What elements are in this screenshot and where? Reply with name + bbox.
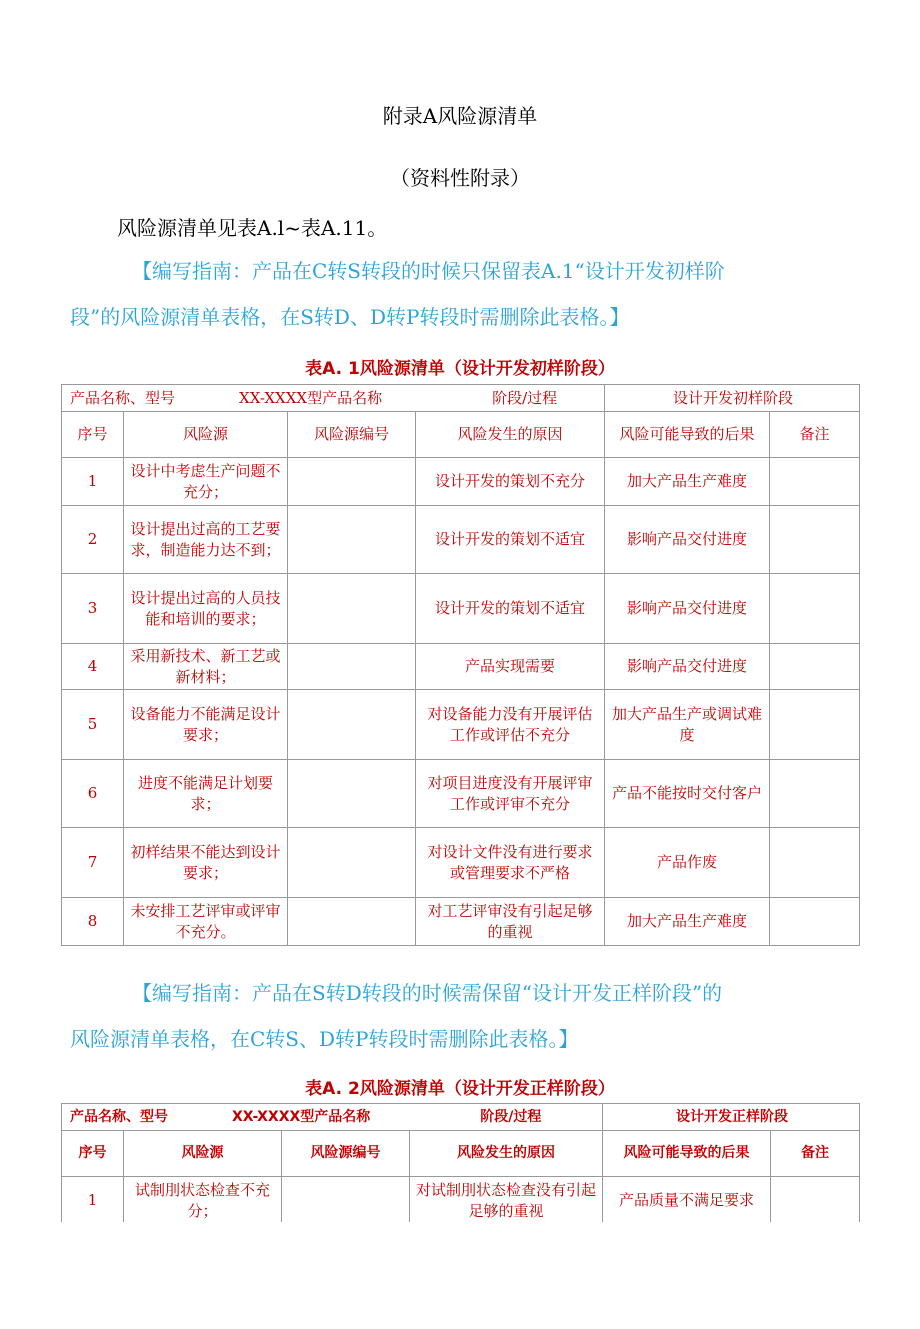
table-row xyxy=(62,898,860,946)
cell-code xyxy=(282,1177,410,1225)
cell-remark xyxy=(770,574,860,644)
writing-guide-1 xyxy=(70,248,860,340)
cell-consequence: 影响产品交付进度 xyxy=(605,644,770,690)
header-cell: 风险源 xyxy=(124,1131,282,1177)
cell-remark xyxy=(770,506,860,574)
guide-line: 【编写指南：产品在S转D转段的时候需保留“设计开发正样阶段”的 xyxy=(132,981,723,1005)
cell-cause: 设计开发的策划不适宜 xyxy=(416,574,605,644)
table-row xyxy=(62,760,860,828)
cell-source: 未安排工艺评审或评审不充分。 xyxy=(124,898,288,946)
cell-cause: 对试制刖状态检查没有引起足够的重视 xyxy=(410,1177,603,1225)
cell-source: 设备能力不能满足设计要求； xyxy=(124,690,288,760)
cell-no: 3 xyxy=(62,574,124,644)
cell-code xyxy=(288,458,416,506)
cell-cause: 设计开发的策划不充分 xyxy=(416,458,605,506)
header-cell: 风险源编号 xyxy=(288,412,416,458)
cell-remark xyxy=(770,828,860,898)
cell-source: 设计提出过高的人员技能和培训的要求； xyxy=(124,574,288,644)
header-cell: 序号 xyxy=(62,1131,124,1177)
header-cell: 备注 xyxy=(771,1131,860,1177)
header-cell: 风险可能导致的后果 xyxy=(605,412,770,458)
guide-line: 【编写指南：产品在C转S转段的时候只保留表A.1“设计开发初样阶 xyxy=(132,259,725,283)
cell-consequence: 产品不能按时交付客户 xyxy=(605,760,770,828)
table-row xyxy=(62,574,860,644)
table-row xyxy=(62,458,860,506)
cell-code xyxy=(288,690,416,760)
header-cell: 风险发生的原因 xyxy=(410,1131,603,1177)
info-cell xyxy=(62,385,605,412)
guide-line: 风险源清单表格，在C转S、D转P转段时需删除此表格。】 xyxy=(70,1027,579,1051)
header-cell: 备注 xyxy=(770,412,860,458)
cell-remark xyxy=(770,760,860,828)
header-cell: 风险发生的原因 xyxy=(416,412,605,458)
stage-label: 阶段/过程 xyxy=(492,388,558,407)
cell-consequence: 产品作废 xyxy=(605,828,770,898)
table-header-row xyxy=(62,412,860,458)
product-value: XX-XXXX型产品名称 xyxy=(239,388,383,407)
cell-remark xyxy=(770,458,860,506)
risk-table-prototype xyxy=(61,384,860,946)
risk-table-formal xyxy=(61,1103,860,1225)
stage-label: 阶段/过程 xyxy=(480,1108,542,1125)
appendix-title: 附录A风险源清单 xyxy=(382,104,538,128)
cell-no: 4 xyxy=(62,644,124,690)
cell-cause: 产品实现需要 xyxy=(416,644,605,690)
table-row xyxy=(62,690,860,760)
header-cell: 序号 xyxy=(62,412,124,458)
page-bottom-blank xyxy=(0,1222,920,1329)
cell-cause: 对项目进度没有开展评审工作或评审不充分 xyxy=(416,760,605,828)
cell-cause: 对设计文件没有进行要求或管理要求不严格 xyxy=(416,828,605,898)
cell-remark xyxy=(770,644,860,690)
writing-guide-2 xyxy=(70,970,860,1062)
cell-consequence: 加大产品生产难度 xyxy=(605,458,770,506)
cell-code xyxy=(288,898,416,946)
cell-code xyxy=(288,574,416,644)
cell-no: 8 xyxy=(62,898,124,946)
cell-consequence: 加大产品生产或调试难度 xyxy=(605,690,770,760)
cell-source: 采用新技术、新工艺或新材料； xyxy=(124,644,288,690)
table2-caption: 表A. 2风险源清单（设计开发正样阶段） xyxy=(305,1079,615,1099)
product-label: 产品名称、型号 xyxy=(70,1108,168,1125)
cell-consequence: 加大产品生产难度 xyxy=(605,898,770,946)
cell-no: 5 xyxy=(62,690,124,760)
cell-source: 初样结果不能达到设计要求； xyxy=(124,828,288,898)
cell-no: 2 xyxy=(62,506,124,574)
table-row xyxy=(62,644,860,690)
cell-cause: 对工艺评审没有引起足够的重视 xyxy=(416,898,605,946)
header-cell: 风险源 xyxy=(124,412,288,458)
cell-remark xyxy=(770,690,860,760)
header-cell: 风险可能导致的后果 xyxy=(603,1131,771,1177)
cell-no: 1 xyxy=(62,1177,124,1225)
header-cell: 风险源编号 xyxy=(282,1131,410,1177)
table-info-row xyxy=(62,385,860,412)
cell-cause: 设计开发的策划不适宜 xyxy=(416,506,605,574)
product-label: 产品名称、型号 xyxy=(70,388,176,407)
cell-code xyxy=(288,828,416,898)
cell-no: 6 xyxy=(62,760,124,828)
intro-text: 风险源清单见表A.l~表A.11。 xyxy=(117,216,388,240)
info-cell xyxy=(62,1104,603,1131)
cell-consequence: 影响产品交付进度 xyxy=(605,506,770,574)
cell-code xyxy=(288,760,416,828)
table-row xyxy=(62,506,860,574)
cell-remark xyxy=(770,898,860,946)
table-header-row xyxy=(62,1131,860,1177)
stage-value: 设计开发初样阶段 xyxy=(605,385,860,412)
table-info-row xyxy=(62,1104,860,1131)
guide-line: 段”的风险源清单表格，在S转D、D转P转段时需删除此表格。】 xyxy=(70,305,630,329)
table-row xyxy=(62,828,860,898)
cell-code xyxy=(288,644,416,690)
cell-source: 设计提出过高的工艺要求，制造能力达不到； xyxy=(124,506,288,574)
cell-remark xyxy=(771,1177,860,1225)
table1-caption: 表A. 1风险源清单（设计开发初样阶段） xyxy=(305,359,615,379)
cell-cause: 对设备能力没有开展评估工作或评估不充分 xyxy=(416,690,605,760)
stage-value: 设计开发正样阶段 xyxy=(603,1104,860,1131)
cell-source: 试制刖状态检查不充分； xyxy=(124,1177,282,1225)
product-value: XX-XXXX型产品名称 xyxy=(232,1108,371,1125)
cell-code xyxy=(288,506,416,574)
appendix-subtitle: （资料性附录） xyxy=(390,166,530,190)
cell-consequence: 影响产品交付进度 xyxy=(605,574,770,644)
cell-consequence: 产品质量不满足要求 xyxy=(603,1177,771,1225)
cell-source: 设计中考虑生产问题不充分； xyxy=(124,458,288,506)
cell-no: 1 xyxy=(62,458,124,506)
cell-source: 进度不能满足计划要求； xyxy=(124,760,288,828)
table-row xyxy=(62,1177,860,1225)
cell-no: 7 xyxy=(62,828,124,898)
